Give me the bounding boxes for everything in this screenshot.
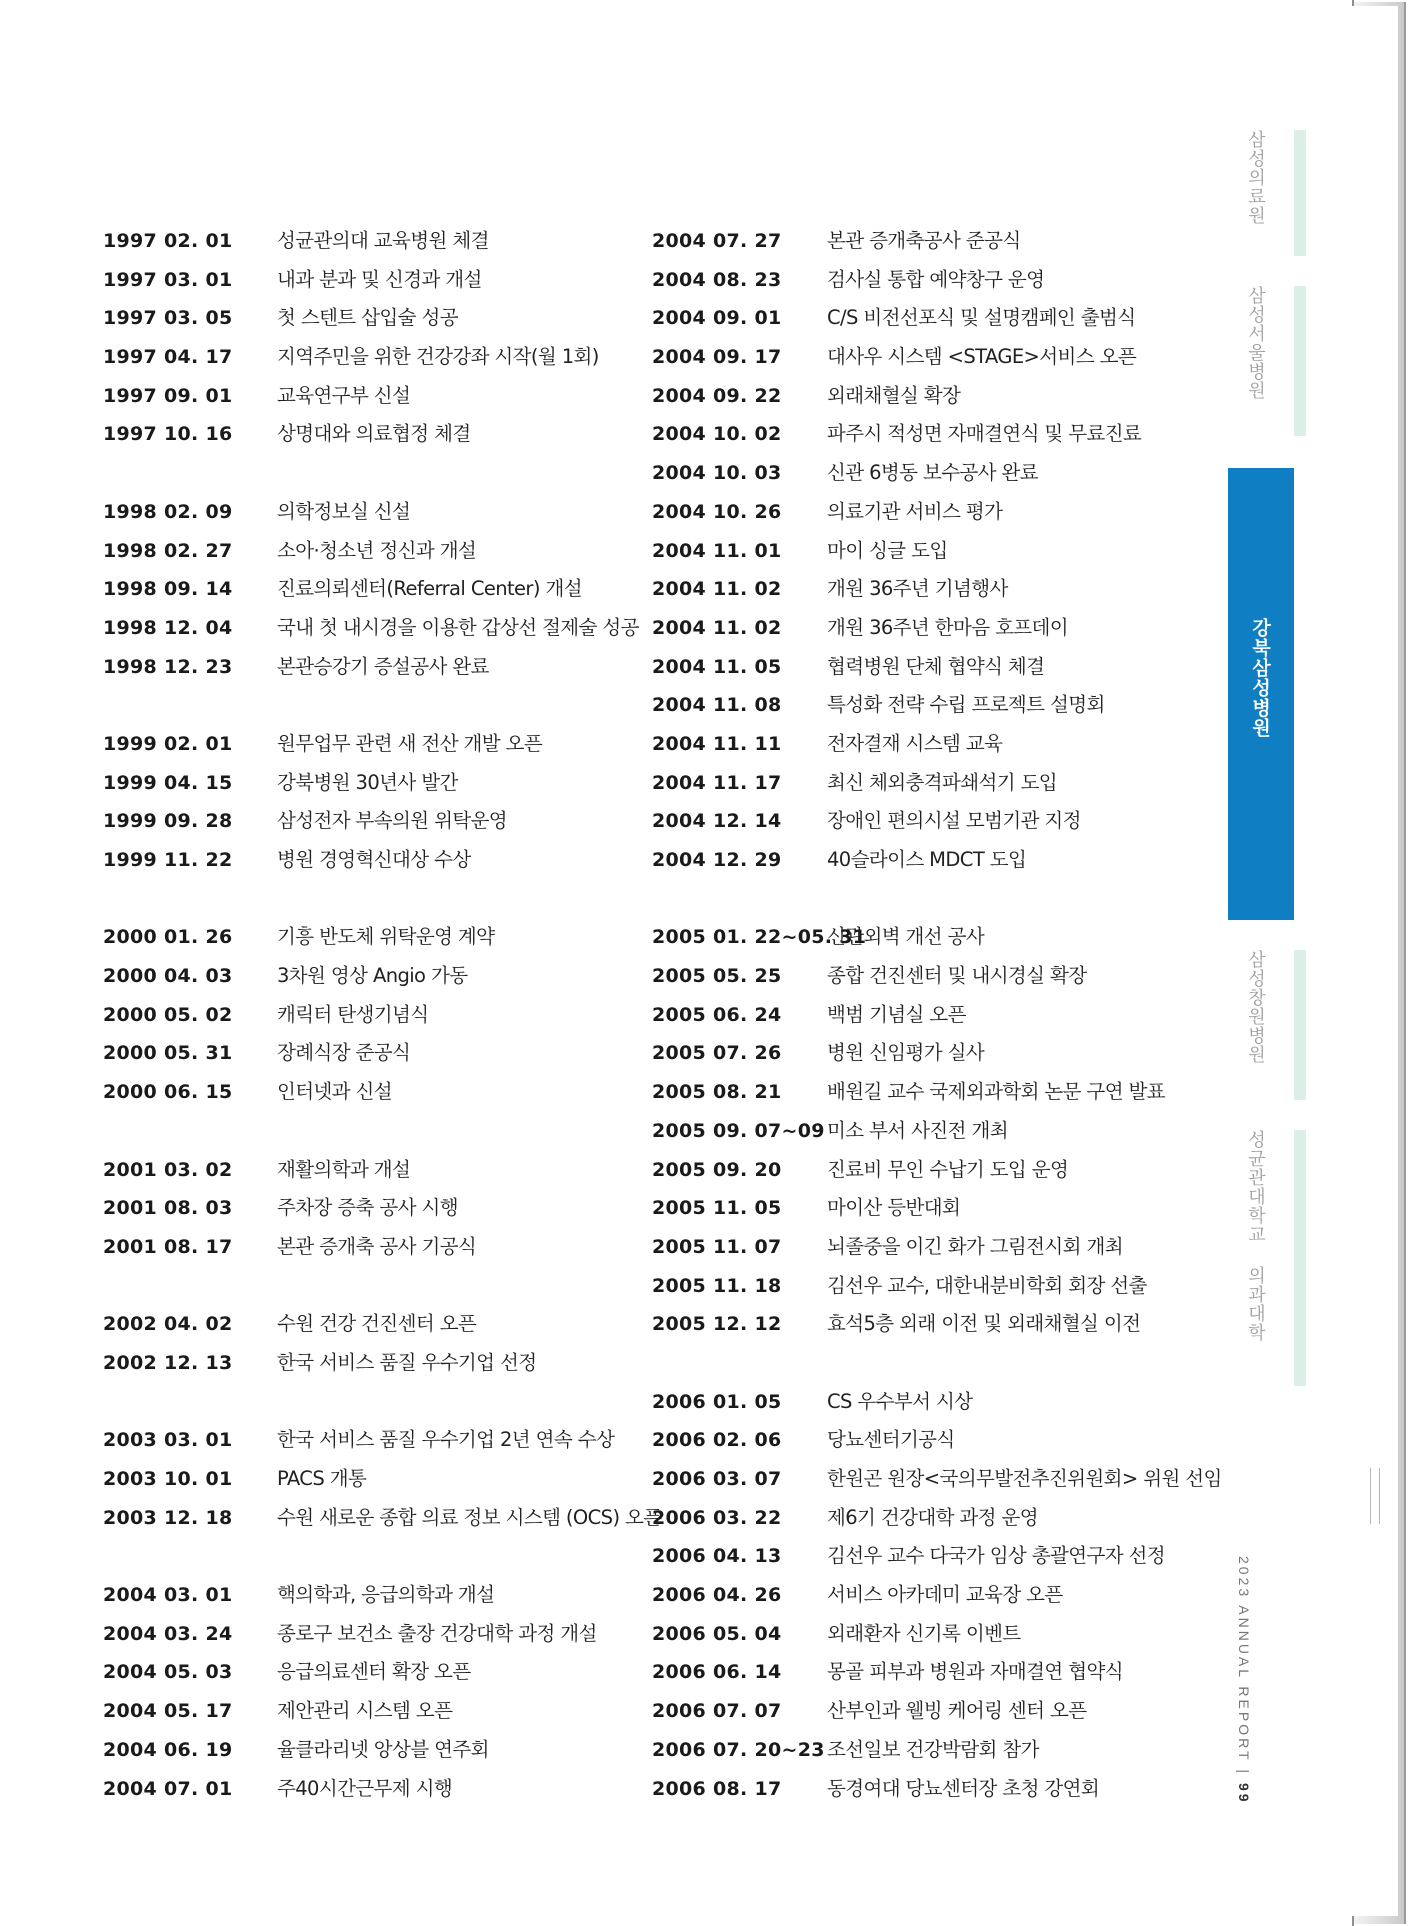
entry-date: 1997 02. 01	[103, 230, 233, 252]
entry-date: 2004 07. 27	[652, 230, 782, 252]
timeline-spacer	[103, 454, 623, 493]
timeline-entry	[652, 1034, 1212, 1073]
entry-date: 2003 10. 01	[103, 1468, 233, 1490]
entry-date: 2005 11. 18	[652, 1274, 782, 1297]
entry-date: 2005 01. 22~05. 31	[652, 926, 867, 949]
entry-event: 몽골 피부과 병원과 자매결연 협약식	[827, 1660, 1123, 1684]
entry-date: 2005 05. 25	[652, 965, 782, 988]
entry-date: 1998 12. 04	[103, 616, 233, 639]
entry-date: 2000 01. 26	[103, 926, 233, 949]
entry-event: 특성화 전략 수립 프로젝트 설명회	[827, 693, 1105, 717]
entry-event: 진료비 무인 수납기 도입 운영	[827, 1157, 1069, 1181]
timeline-entry	[652, 532, 1212, 571]
timeline-entry	[103, 1228, 623, 1267]
entry-event: 주40시간근무제 시행	[277, 1776, 453, 1800]
entry-event: 병원 신임평가 실사	[827, 1041, 985, 1065]
entry-event: 진료의뢰센터(Referral Center) 개설	[277, 577, 582, 601]
entry-event: PACS 개통	[277, 1467, 367, 1490]
entry-event: 배원길 교수 국제외과학회 논문 구연 발표	[827, 1080, 1166, 1104]
entry-date: 2006 04. 13	[652, 1545, 782, 1568]
entry-event: 제6기 건강대학 과정 운영	[827, 1505, 1038, 1529]
timeline-entry	[103, 1189, 623, 1228]
timeline-spacer	[103, 686, 623, 725]
entry-date: 2003 03. 01	[103, 1429, 233, 1452]
timeline-column-left	[103, 222, 662, 1808]
entry-date: 2002 04. 02	[103, 1313, 233, 1336]
entry-date: 1999 04. 15	[103, 771, 233, 794]
timeline-spacer	[103, 1537, 623, 1576]
timeline-entry	[103, 1499, 662, 1538]
entry-event: 신관 6병동 보수공사 완료	[827, 461, 1038, 485]
tab-indicator-bar	[1294, 286, 1306, 436]
tab-samsung-changwon-hospital[interactable]	[1234, 950, 1326, 1100]
timeline-entry	[652, 377, 1212, 416]
entry-event: 산부인과 웰빙 케어링 센터 오픈	[827, 1699, 1087, 1723]
timeline-entry	[103, 261, 623, 300]
report-title: 2023 ANNUAL REPORT	[1236, 1556, 1252, 1763]
timeline-spacer	[652, 1344, 1212, 1383]
spine-mark	[1370, 1468, 1380, 1524]
entry-event: 성균관의대 교육병원 체결	[277, 229, 489, 252]
entry-event: 김선우 교수, 대한내분비학회 회장 선출	[827, 1273, 1147, 1297]
entry-date: 2006 04. 26	[652, 1584, 782, 1607]
entry-event: 병원 경영혁신대상 수상	[277, 848, 471, 871]
timeline-entry	[652, 493, 1212, 532]
timeline-entry	[103, 1344, 623, 1383]
entry-date: 1998 12. 23	[103, 655, 233, 678]
entry-date: 2005 11. 05	[652, 1197, 782, 1220]
entry-event: 기흥 반도체 위탁운영 계약	[277, 925, 495, 949]
entry-event: 종합 건진센터 및 내시경실 확장	[827, 964, 1087, 988]
timeline-entry	[652, 686, 1212, 725]
timeline-entry	[103, 1151, 623, 1190]
entry-date: 2000 04. 03	[103, 965, 233, 988]
entry-date: 2000 06. 15	[103, 1081, 233, 1104]
tab-indicator-bar	[1294, 1130, 1306, 1386]
entry-date: 2004 11. 02	[652, 578, 782, 601]
timeline-spacer	[103, 880, 623, 919]
timeline-entry	[652, 222, 1212, 261]
entry-event: 외래채혈실 확장	[827, 383, 961, 407]
entry-date: 2004 09. 17	[652, 346, 782, 369]
entry-date: 2002 12. 13	[103, 1351, 233, 1374]
entry-date: 2004 11. 05	[652, 655, 782, 678]
timeline-entry	[652, 648, 1212, 687]
timeline-entry	[103, 841, 623, 880]
entry-event: 지역주민을 위한 건강강좌 시작(월 1회)	[277, 345, 599, 369]
entry-event: 대사우 시스템 <STAGE>서비스 오픈	[827, 345, 1137, 369]
timeline-entry	[103, 1576, 623, 1615]
tab-indicator-bar	[1294, 130, 1306, 256]
timeline-column-right	[652, 222, 1222, 1808]
timeline-entry	[652, 1267, 1212, 1306]
entry-event: 한원곤 원장<국의무발전추진위원회> 위원 선임	[827, 1467, 1222, 1490]
timeline-entry	[103, 377, 623, 416]
entry-event: CS 우수부서 시상	[827, 1389, 973, 1413]
timeline-entry	[103, 1305, 623, 1344]
entry-date: 2006 08. 17	[652, 1777, 782, 1800]
timeline-entry	[103, 1653, 623, 1692]
entry-date: 1999 02. 01	[103, 732, 233, 755]
entry-date: 2005 09. 20	[652, 1158, 782, 1181]
timeline-entry	[103, 532, 623, 571]
entry-date: 2004 10. 02	[652, 423, 782, 446]
entry-date: 2006 05. 04	[652, 1622, 782, 1645]
timeline-entry	[103, 725, 623, 764]
timeline-entry	[103, 493, 623, 532]
entry-date: 2004 09. 22	[652, 384, 782, 407]
entry-event: 협력병원 단체 협약식 체결	[827, 654, 1045, 678]
entry-date: 2006 03. 07	[652, 1468, 782, 1490]
entry-event: 전자결재 시스템 교육	[827, 731, 1003, 755]
entry-event: 수원 건강 건진센터 오픈	[277, 1312, 477, 1336]
timeline-entry	[103, 1770, 623, 1809]
tab-kangbuk-samsung-hospital[interactable]	[1228, 468, 1294, 920]
tab-label: 삼성의료원	[1245, 130, 1266, 225]
timeline-entry	[103, 957, 623, 996]
entry-date: 2004 11. 17	[652, 771, 782, 794]
entry-date: 2004 05. 03	[103, 1661, 233, 1684]
timeline-entry	[103, 1615, 623, 1654]
tab-samsung-seoul-hospital[interactable]	[1234, 286, 1326, 436]
entry-event: 본관 증개축 공사 기공식	[277, 1234, 477, 1258]
entry-event: 서비스 아카데미 교육장 오픈	[827, 1583, 1063, 1607]
timeline-entry	[103, 415, 623, 454]
timeline-entry	[652, 1731, 1212, 1770]
timeline-entry	[103, 609, 639, 648]
entry-event: 외래환자 신기록 이벤트	[827, 1621, 1021, 1645]
timeline-entry	[652, 1499, 1212, 1538]
entry-date: 1998 02. 27	[103, 539, 233, 562]
entry-date: 1998 09. 14	[103, 578, 233, 601]
entry-event: 미소 부서 사진전 개최	[827, 1118, 1008, 1142]
entry-date: 2006 07. 20~23	[652, 1738, 825, 1761]
entry-event: 율클라리넷 앙상블 연주회	[277, 1737, 489, 1761]
entry-date: 2004 12. 14	[652, 810, 782, 833]
timeline-entry	[652, 570, 1212, 609]
entry-date: 2006 07. 07	[652, 1700, 782, 1723]
entry-event: 첫 스텐트 삽입술 성공	[277, 306, 458, 330]
entry-event: 소아·청소년 정신과 개설	[277, 538, 477, 562]
entry-event: 의학정보실 신설	[277, 499, 411, 523]
entry-date: 2004 11. 02	[652, 616, 782, 639]
timeline-entry	[103, 648, 623, 687]
entry-date: 2006 06. 14	[652, 1661, 782, 1684]
timeline-entry	[103, 996, 623, 1035]
timeline-entry	[652, 1305, 1212, 1344]
entry-event: 개원 36주년 한마음 호프데이	[827, 615, 1069, 639]
entry-date: 1999 09. 28	[103, 810, 233, 833]
tab-label: 삼성서울병원	[1245, 286, 1266, 400]
entry-event: 강북병원 30년사 발간	[277, 770, 458, 794]
entry-date: 2005 07. 26	[652, 1042, 782, 1065]
entry-event: 재활의학과 개설	[277, 1157, 411, 1181]
timeline-entry	[652, 609, 1212, 648]
entry-date: 2004 10. 03	[652, 462, 782, 485]
timeline-entry	[652, 299, 1212, 338]
timeline-entry	[652, 1615, 1212, 1654]
timeline-entry	[652, 1383, 1212, 1422]
timeline-entry	[652, 261, 1212, 300]
page-number: 99	[1236, 1782, 1252, 1805]
entry-date: 2004 11. 11	[652, 732, 782, 755]
entry-date: 2004 09. 01	[652, 307, 782, 330]
timeline-entry	[652, 1576, 1212, 1615]
entry-event: C/S 비전선포식 및 설명캠페인 출범식	[827, 306, 1136, 330]
timeline-entry	[652, 802, 1212, 841]
entry-event: 개원 36주년 기념행사	[827, 577, 1008, 601]
entry-event: 당뇨센터기공식	[827, 1428, 955, 1452]
entry-event: 40슬라이스 MDCT 도입	[827, 848, 1027, 871]
timeline-entry	[103, 570, 623, 609]
entry-event: 한국 서비스 품질 우수기업 선정	[277, 1350, 537, 1374]
timeline-entry	[652, 1421, 1212, 1460]
entry-event: 본관 증개축공사 준공식	[827, 229, 1021, 252]
entry-date: 2005 11. 07	[652, 1235, 782, 1258]
timeline-entry	[652, 957, 1212, 996]
timeline-entry	[652, 1151, 1212, 1190]
entry-date: 2000 05. 02	[103, 1003, 233, 1026]
entry-date: 2001 08. 03	[103, 1197, 233, 1220]
timeline-entry	[652, 1537, 1212, 1576]
timeline-spacer	[103, 1383, 623, 1422]
entry-date: 2004 12. 29	[652, 849, 782, 871]
entry-date: 1997 03. 01	[103, 268, 233, 291]
tab-indicator-bar	[1294, 950, 1306, 1100]
entry-date: 2006 02. 06	[652, 1429, 782, 1452]
timeline-entry	[652, 764, 1212, 803]
timeline-entry	[103, 802, 623, 841]
entry-date: 2005 09. 07~09	[652, 1119, 825, 1142]
timeline-entry	[652, 1228, 1212, 1267]
entry-date: 2004 07. 01	[103, 1777, 233, 1800]
timeline-entry	[103, 1460, 623, 1499]
timeline-entry	[652, 725, 1212, 764]
timeline-entry	[652, 841, 1212, 880]
entry-event: 마이 싱글 도입	[827, 538, 948, 562]
entry-date: 2004 10. 26	[652, 500, 782, 523]
timeline-entry	[652, 1189, 1212, 1228]
entry-event: 본관승강기 증설공사 완료	[277, 654, 489, 678]
timeline-entry	[103, 1034, 623, 1073]
tab-skku-medical-school[interactable]	[1234, 1130, 1326, 1386]
tab-label: 성균관대학교 의과대학	[1245, 1130, 1266, 1342]
entry-date: 2001 03. 02	[103, 1158, 233, 1181]
entry-date: 2005 08. 21	[652, 1081, 782, 1104]
entry-date: 2005 06. 24	[652, 1003, 782, 1026]
entry-event: 검사실 통합 예약창구 운영	[827, 267, 1045, 291]
entry-date: 2004 11. 01	[652, 539, 782, 562]
timeline-spacer	[103, 1112, 623, 1151]
entry-date: 1997 10. 16	[103, 423, 233, 446]
entry-event: 삼성전자 부속의원 위탁운영	[277, 809, 508, 833]
entry-date: 2000 05. 31	[103, 1042, 233, 1065]
entry-date: 2005 12. 12	[652, 1313, 782, 1336]
timeline-entry	[652, 1692, 1212, 1731]
timeline-entry	[652, 1460, 1222, 1499]
timeline-entry	[652, 1112, 1212, 1151]
entry-date: 2004 08. 23	[652, 268, 782, 291]
entry-event: 백범 기념실 오픈	[827, 1002, 966, 1026]
entry-event: 제안관리 시스템 오픈	[277, 1699, 453, 1723]
timeline-entry	[652, 1653, 1212, 1692]
tab-label: 삼성창원병원	[1245, 950, 1266, 1064]
entry-event: 인터넷과 신설	[277, 1080, 393, 1104]
entry-event: 뇌졸중을 이긴 화가 그림전시회 개최	[827, 1234, 1123, 1258]
report-separator: |	[1236, 1769, 1252, 1777]
entry-date: 2004 11. 08	[652, 694, 782, 717]
tab-samsung-medical-center[interactable]	[1234, 130, 1326, 256]
timeline-entry	[103, 1421, 623, 1460]
timeline-spacer	[652, 880, 1212, 919]
timeline-entry	[103, 222, 623, 261]
entry-event: 최신 체외충격파쇄석기 도입	[827, 770, 1058, 794]
entry-event: 상명대와 의료협정 체결	[277, 422, 471, 446]
entry-event: 파주시 적성면 자매결연식 및 무료진료	[827, 422, 1142, 446]
entry-event: 종로구 보건소 출장 건강대학 과정 개설	[277, 1621, 597, 1645]
timeline-entry	[652, 338, 1212, 377]
entry-event: 마이산 등반대회	[827, 1196, 961, 1220]
document-page	[6, 6, 1398, 1916]
entry-event: 조선일보 건강박람회 참가	[827, 1737, 1039, 1761]
report-footer	[1236, 1556, 1252, 1805]
entry-event: 3차원 영상 Angio 가동	[277, 964, 468, 988]
entry-event: 한국 서비스 품질 우수기업 2년 연속 수상	[277, 1428, 615, 1452]
timeline-entry	[103, 338, 623, 377]
timeline-spacer	[103, 1267, 623, 1306]
tab-label: 강북삼성병원	[1249, 618, 1271, 738]
entry-event: 응급의료센터 확장 오픈	[277, 1660, 471, 1684]
entry-event: 김선우 교수 다국가 임상 총괄연구자 선정	[827, 1544, 1166, 1568]
timeline-entry	[652, 1073, 1212, 1112]
entry-date: 2006 03. 22	[652, 1506, 782, 1529]
timeline-entry	[103, 1731, 623, 1770]
timeline-entry	[103, 918, 623, 957]
entry-date: 2006 01. 05	[652, 1390, 782, 1413]
entry-event: 원무업무 관련 새 전산 개발 오픈	[277, 731, 543, 755]
entry-event: 효석5층 외래 이전 및 외래채혈실 이전	[827, 1312, 1141, 1336]
timeline-entry	[652, 1770, 1212, 1809]
entry-date: 2004 06. 19	[103, 1738, 233, 1761]
entry-event: 교육연구부 신설	[277, 383, 411, 407]
entry-event: 핵의학과, 응급의학과 개설	[277, 1583, 495, 1607]
entry-event: 내과 분과 및 신경과 개설	[277, 267, 482, 291]
timeline-entry	[652, 918, 1212, 957]
entry-event: 장례식장 준공식	[277, 1041, 411, 1065]
entry-date: 2004 03. 24	[103, 1622, 233, 1645]
entry-event: 캐릭터 탄생기념식	[277, 1002, 429, 1026]
timeline-entry	[652, 454, 1212, 493]
entry-event: 장애인 편의시설 모범기관 지정	[827, 809, 1081, 833]
entry-event: 주차장 증축 공사 시행	[277, 1196, 458, 1220]
entry-date: 2001 08. 17	[103, 1235, 233, 1258]
entry-event: 동경여대 당뇨센터장 초청 강연회	[827, 1776, 1100, 1800]
timeline-entry	[652, 996, 1212, 1035]
entry-date: 1997 09. 01	[103, 384, 233, 407]
entry-date: 2003 12. 18	[103, 1506, 233, 1529]
entry-event: 의료기관 서비스 평가	[827, 499, 1003, 523]
entry-event: 신관외벽 개선 공사	[827, 925, 985, 949]
entry-event: 국내 첫 내시경을 이용한 갑상선 절제술 성공	[277, 615, 639, 639]
entry-date: 1997 04. 17	[103, 346, 233, 369]
timeline-entry	[103, 1692, 623, 1731]
entry-date: 1999 11. 22	[103, 849, 233, 871]
entry-date: 1997 03. 05	[103, 307, 233, 330]
entry-event: 수원 새로운 종합 의료 정보 시스템 (OCS) 오픈	[277, 1505, 662, 1529]
entry-date: 2004 05. 17	[103, 1700, 233, 1723]
timeline-entry	[103, 764, 623, 803]
entry-date: 1998 02. 09	[103, 500, 233, 523]
timeline-entry	[103, 299, 623, 338]
timeline-entry	[652, 415, 1212, 454]
timeline-entry	[103, 1073, 623, 1112]
entry-date: 2004 03. 01	[103, 1584, 233, 1607]
